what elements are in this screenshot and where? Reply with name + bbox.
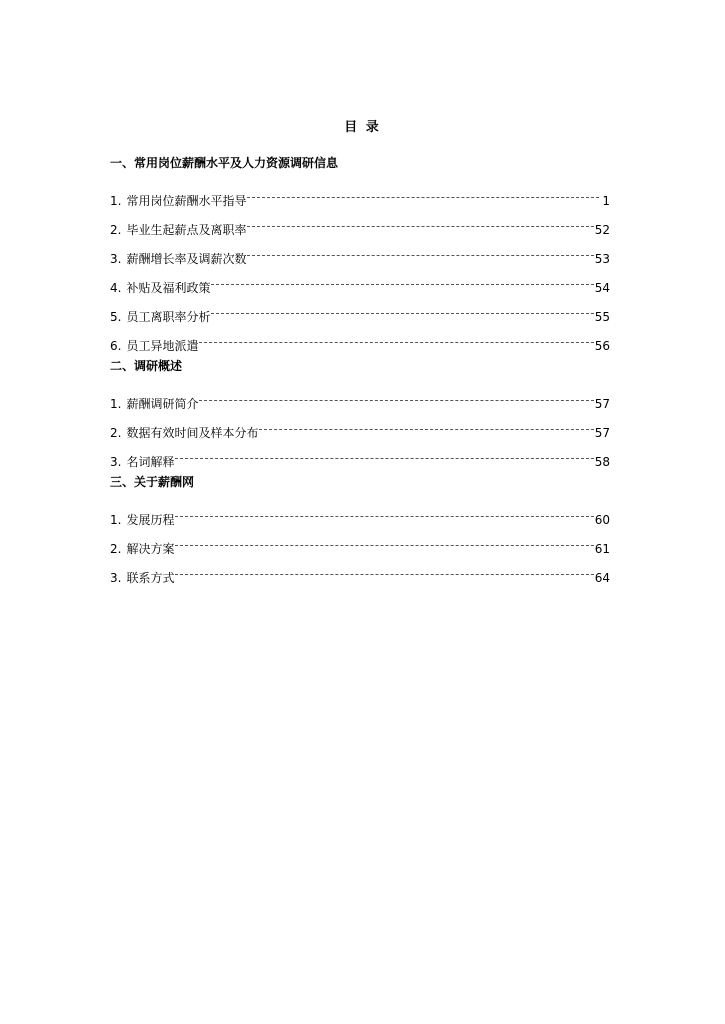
toc-entry[interactable] — [110, 414, 610, 443]
entry-label: 薪酬增长率及调薪次数 — [126, 252, 247, 266]
entry-page-number: 57 — [594, 426, 610, 440]
dot-leader — [247, 226, 593, 227]
entry-page-number: 55 — [594, 310, 610, 324]
dot-leader — [175, 458, 593, 459]
section-heading: 二、调研概述 — [110, 359, 183, 373]
entry-number: 1. — [110, 397, 122, 411]
entry-label: 员工异地派遣 — [126, 339, 199, 353]
dot-leader — [247, 197, 599, 198]
toc-entry[interactable] — [110, 211, 610, 240]
toc-entry[interactable] — [110, 385, 610, 414]
toc-entry[interactable] — [110, 240, 610, 269]
entry-page-number: 56 — [594, 339, 610, 353]
dot-leader — [175, 545, 593, 546]
dot-leader — [259, 429, 593, 430]
dot-leader — [211, 284, 593, 285]
entry-number: 3. — [110, 252, 122, 266]
entry-label: 员工离职率分析 — [126, 310, 211, 324]
toc-entry[interactable] — [110, 559, 610, 588]
entry-page-number: 52 — [594, 223, 610, 237]
table-of-contents — [110, 153, 610, 588]
toc-section-2 — [110, 356, 610, 472]
toc-section-3 — [110, 472, 610, 588]
dot-leader — [211, 313, 593, 314]
entry-number: 5. — [110, 310, 122, 324]
toc-entry[interactable] — [110, 530, 610, 559]
dot-leader — [175, 516, 593, 517]
entry-label: 联系方式 — [126, 571, 175, 585]
dot-leader — [175, 574, 593, 575]
toc-entry[interactable] — [110, 269, 610, 298]
entry-number: 2. — [110, 223, 122, 237]
entry-label: 毕业生起薪点及离职率 — [126, 223, 247, 237]
toc-entry[interactable] — [110, 501, 610, 530]
entry-page-number: 64 — [594, 571, 610, 585]
dot-leader — [199, 342, 593, 343]
entry-number: 6. — [110, 339, 122, 353]
entry-number: 4. — [110, 281, 122, 295]
entry-number: 2. — [110, 542, 122, 556]
entry-page-number: 61 — [594, 542, 610, 556]
entry-label: 解决方案 — [126, 542, 175, 556]
entry-label: 薪酬调研简介 — [126, 397, 199, 411]
toc-title: 目 录 — [344, 120, 381, 135]
entry-page-number: 54 — [594, 281, 610, 295]
toc-entry[interactable] — [110, 443, 610, 472]
entry-number: 1. — [110, 194, 122, 208]
entry-number: 2. — [110, 426, 122, 440]
toc-entry[interactable] — [110, 182, 610, 211]
entry-label: 常用岗位薪酬水平指导 — [126, 194, 247, 208]
entry-label: 名词解释 — [126, 455, 175, 469]
toc-section-1 — [110, 153, 610, 356]
entry-page-number: 1 — [602, 194, 610, 208]
entry-number: 3. — [110, 455, 122, 469]
toc-entry[interactable] — [110, 298, 610, 327]
entry-page-number: 60 — [594, 513, 610, 527]
entry-number: 1. — [110, 513, 122, 527]
section-heading: 三、关于薪酬网 — [110, 475, 195, 489]
entry-label: 发展历程 — [126, 513, 175, 527]
toc-entry[interactable] — [110, 327, 610, 356]
entry-number: 3. — [110, 571, 122, 585]
entry-page-number: 53 — [594, 252, 610, 266]
entry-label: 补贴及福利政策 — [126, 281, 211, 295]
section-heading: 一、常用岗位薪酬水平及人力资源调研信息 — [110, 156, 339, 170]
entry-label: 数据有效时间及样本分布 — [126, 426, 259, 440]
dot-leader — [199, 400, 593, 401]
entry-page-number: 58 — [594, 455, 610, 469]
dot-leader — [247, 255, 593, 256]
entry-page-number: 57 — [594, 397, 610, 411]
